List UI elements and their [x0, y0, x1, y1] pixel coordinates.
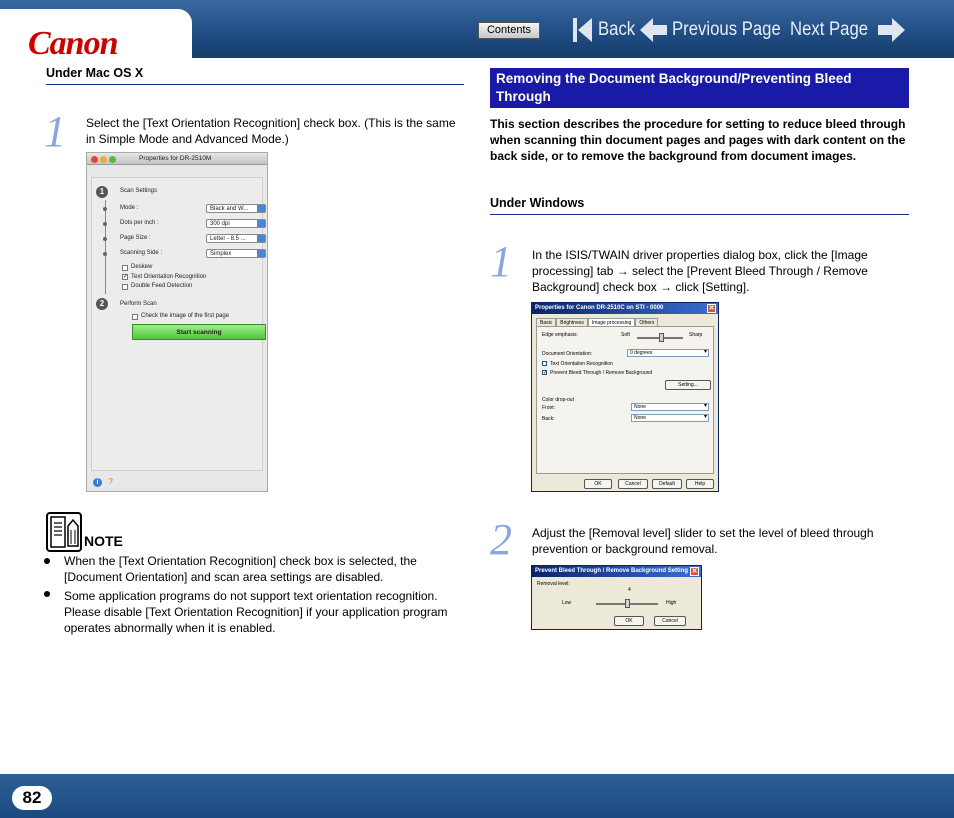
- bullet-icon: [103, 237, 107, 241]
- front-label: Front:: [542, 405, 556, 411]
- color-dropout-label: Color drop-out: [542, 397, 574, 403]
- section-banner: Removing the Document Background/Preventing Bleed Through: [490, 68, 909, 108]
- back-button[interactable]: [572, 14, 644, 46]
- windows-step1-text: In the ISIS/TWAIN driver properties dialog box, click the [Image processing] tab → select the [Prevent Bleed Through / Remove Background] check box → click [Setting].: [532, 248, 868, 294]
- mac-settings-panel: [91, 177, 263, 471]
- mac-section-rule: [46, 84, 464, 85]
- cancel-button[interactable]: Cancel: [618, 479, 648, 489]
- text-orientation-label: Text Orientation Recognition: [550, 361, 613, 367]
- info-icon[interactable]: i: [93, 478, 102, 487]
- bullet-icon: [103, 222, 107, 226]
- page-size-select[interactable]: Letter - 8.5 ...: [206, 234, 266, 243]
- back-label: Back:: [542, 416, 555, 422]
- mac-step-text: Select the [Text Orientation Recognition] check box. (This is the same in Simple Mode and Advanced Mode.): [86, 116, 456, 146]
- next-page-label: Next Page: [790, 19, 869, 40]
- close-icon[interactable]: ✕: [708, 305, 715, 312]
- perform-scan-label: Perform Scan: [120, 301, 157, 307]
- scan-settings-label: Scan Settings: [120, 188, 158, 194]
- removal-level-label: Removal level:: [537, 581, 570, 587]
- mode-label: Mode :: [120, 205, 139, 211]
- right-arrow-icon: [877, 16, 905, 44]
- check-first-page-label: Check the image of the first page: [141, 313, 230, 319]
- prevent-bleed-checkbox[interactable]: ✓: [543, 370, 548, 376]
- windows-section-title: Under Windows: [490, 196, 585, 210]
- page-number: 82: [12, 786, 52, 810]
- tab-basic[interactable]: Basic: [536, 318, 556, 327]
- mac-footer: [93, 477, 113, 487]
- contents-button[interactable]: Contents: [478, 22, 540, 39]
- step-one-icon: 1: [96, 186, 108, 198]
- zoom-dot-icon[interactable]: [109, 156, 116, 163]
- settings-connector: [105, 200, 106, 294]
- header-bar: [0, 0, 954, 62]
- windows-step2-text: Adjust the [Removal level] slider to set the level of bleed through prevention or background removal.: [532, 526, 874, 556]
- removal-level-dialog: [531, 565, 702, 630]
- mac-titlebar: [87, 153, 267, 165]
- mac-step-number: 1: [44, 107, 66, 156]
- text-orientation-checkbox[interactable]: [542, 361, 547, 366]
- dialog-title: Properties for Canon DR-2510C on STI - 0000: [535, 305, 664, 311]
- dpi-select[interactable]: 300 dpi: [206, 219, 266, 228]
- windows-section-rule: [490, 214, 909, 215]
- bullet-icon: [44, 558, 50, 564]
- prevent-bleed-label: Prevent Bleed Through / Remove Background: [550, 370, 653, 376]
- back-arrow-icon: [572, 16, 594, 44]
- note-item: Some application programs do not support text orientation recognition. Please disable [Text Orientation Recognition] if your application program operates abnormally when it is enabled.: [64, 589, 448, 635]
- removal-level-value: 4: [628, 587, 631, 593]
- text-orientation-label: Text Orientation Recognition: [131, 274, 207, 280]
- document-orientation-select[interactable]: 0 degrees ▾: [627, 349, 709, 357]
- bullet-icon: [103, 207, 107, 211]
- edge-emphasis-thumb[interactable]: [659, 333, 664, 342]
- canon-logo: Canon: [28, 25, 118, 62]
- close-icon[interactable]: ✕: [691, 568, 698, 575]
- windows-properties-dialog: [531, 302, 719, 492]
- mac-window-title: Properties for DR-2510M: [139, 155, 212, 162]
- text-orientation-checkbox[interactable]: ✓: [123, 274, 129, 280]
- tab-others[interactable]: Others: [635, 318, 658, 327]
- left-arrow-icon: [640, 16, 668, 44]
- next-page-button[interactable]: [786, 14, 905, 46]
- mac-section-title: Under Mac OS X: [46, 66, 144, 80]
- step-two-icon: 2: [96, 298, 108, 310]
- low-label: Low: [562, 600, 572, 606]
- ok-button[interactable]: OK: [614, 616, 644, 626]
- back-select[interactable]: None ▾: [631, 414, 709, 422]
- edge-emphasis-label: Edge emphasis:: [542, 332, 578, 338]
- close-dot-icon[interactable]: [91, 156, 98, 163]
- document-orientation-label: Document Orientation:: [542, 351, 593, 357]
- section-intro: This section describes the procedure for setting to reduce bleed through when scanning thin document pages and pages with dark content on the back side, or to remove the background from document images.: [490, 117, 906, 163]
- footer-bar: [0, 774, 954, 818]
- note-title: NOTE: [84, 533, 123, 549]
- front-select[interactable]: None ▾: [631, 403, 709, 411]
- help-button[interactable]: Help: [686, 479, 714, 489]
- ok-button[interactable]: OK: [584, 479, 612, 489]
- high-label: High: [666, 600, 677, 606]
- double-feed-checkbox[interactable]: [122, 284, 128, 290]
- previous-page-button[interactable]: [640, 14, 800, 46]
- page-size-label: Page Size :: [120, 235, 151, 241]
- previous-page-label: Previous Page: [672, 19, 781, 40]
- bullet-icon: [44, 591, 50, 597]
- default-button[interactable]: Default: [652, 479, 682, 489]
- back-label: Back: [598, 19, 636, 40]
- removal-level-thumb[interactable]: [625, 599, 630, 608]
- windows-step2-number: 2: [490, 515, 512, 564]
- deskew-label: Deskew: [131, 264, 153, 270]
- scanning-side-select[interactable]: Simplex: [206, 249, 266, 258]
- dialog-titlebar: [532, 303, 718, 314]
- deskew-checkbox[interactable]: [122, 265, 128, 271]
- soft-label: Soft: [621, 332, 630, 338]
- check-first-page-checkbox[interactable]: [132, 314, 138, 320]
- dialog-title: Prevent Bleed Through / Remove Background Setting: [535, 568, 689, 574]
- double-feed-label: Double Feed Detection: [131, 283, 193, 289]
- note-icon: [46, 512, 82, 552]
- dpi-label: Dots per inch :: [120, 220, 159, 226]
- start-scanning-button[interactable]: Start scanning: [132, 324, 266, 340]
- dialog-titlebar: [532, 566, 701, 577]
- scanning-side-label: Scanning Side :: [120, 250, 163, 256]
- minimize-dot-icon[interactable]: [100, 156, 107, 163]
- note-item: When the [Text Orientation Recognition] check box is selected, the [Document Orientation] and scan area settings are disabled.: [64, 554, 417, 584]
- bullet-icon: [103, 252, 107, 256]
- image-processing-panel: [536, 326, 714, 474]
- sharp-label: Sharp: [689, 332, 703, 338]
- mac-properties-window: [86, 152, 268, 492]
- tab-brightness[interactable]: Brightness: [556, 318, 588, 327]
- tab-image-processing[interactable]: Image processing: [588, 318, 635, 327]
- logo-box: [0, 9, 192, 62]
- windows-step1-number: 1: [490, 237, 512, 286]
- setting-button[interactable]: Setting...: [665, 380, 711, 390]
- mode-select[interactable]: Black and W...: [206, 204, 266, 213]
- cancel-button[interactable]: Cancel: [654, 616, 686, 626]
- help-icon[interactable]: ?: [108, 477, 114, 486]
